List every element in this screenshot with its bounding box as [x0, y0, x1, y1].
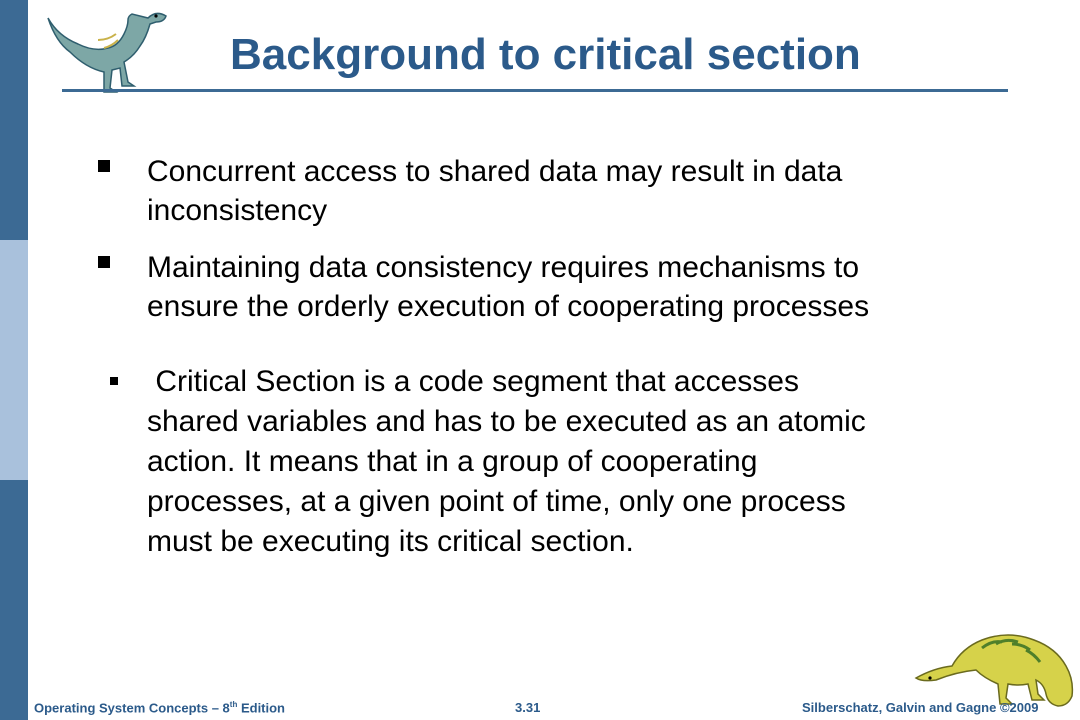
title-underline [62, 89, 1008, 92]
bullet-line: action. It means that in a group of cooperating [147, 445, 758, 478]
bullet-line: ensure the orderly execution of cooperating processes [147, 290, 870, 323]
bullet-line: must be executing its critical section. [147, 525, 634, 558]
bullet-line: processes, at a given point of time, only one process [147, 485, 846, 518]
bullet-line: shared variables and has to be executed as an atomic [147, 405, 866, 438]
square-bullet-icon [110, 377, 118, 385]
footer-book-title: Operating System Concepts – 8th Edition [34, 700, 286, 716]
bullet-line: Concurrent access to shared data may result in data [147, 155, 843, 188]
side-bar-bottom [0, 480, 28, 720]
side-bar-top [0, 0, 28, 240]
square-bullet-icon [98, 256, 110, 268]
bullet-line: inconsistency [147, 194, 328, 227]
slide-title: Background to critical section [230, 30, 861, 79]
square-bullet-icon [98, 160, 110, 172]
footer-page-number: 3.31 [515, 700, 541, 715]
bullet-line: Maintaining data consistency requires mechanisms to [147, 251, 860, 284]
bullet-line: Critical Section is a code segment that accesses [147, 365, 799, 398]
side-bar-middle [0, 240, 28, 480]
footer-authors: Silberschatz, Galvin and Gagne ©2009 [802, 700, 1039, 715]
dinosaur-logo-icon [38, 4, 168, 94]
